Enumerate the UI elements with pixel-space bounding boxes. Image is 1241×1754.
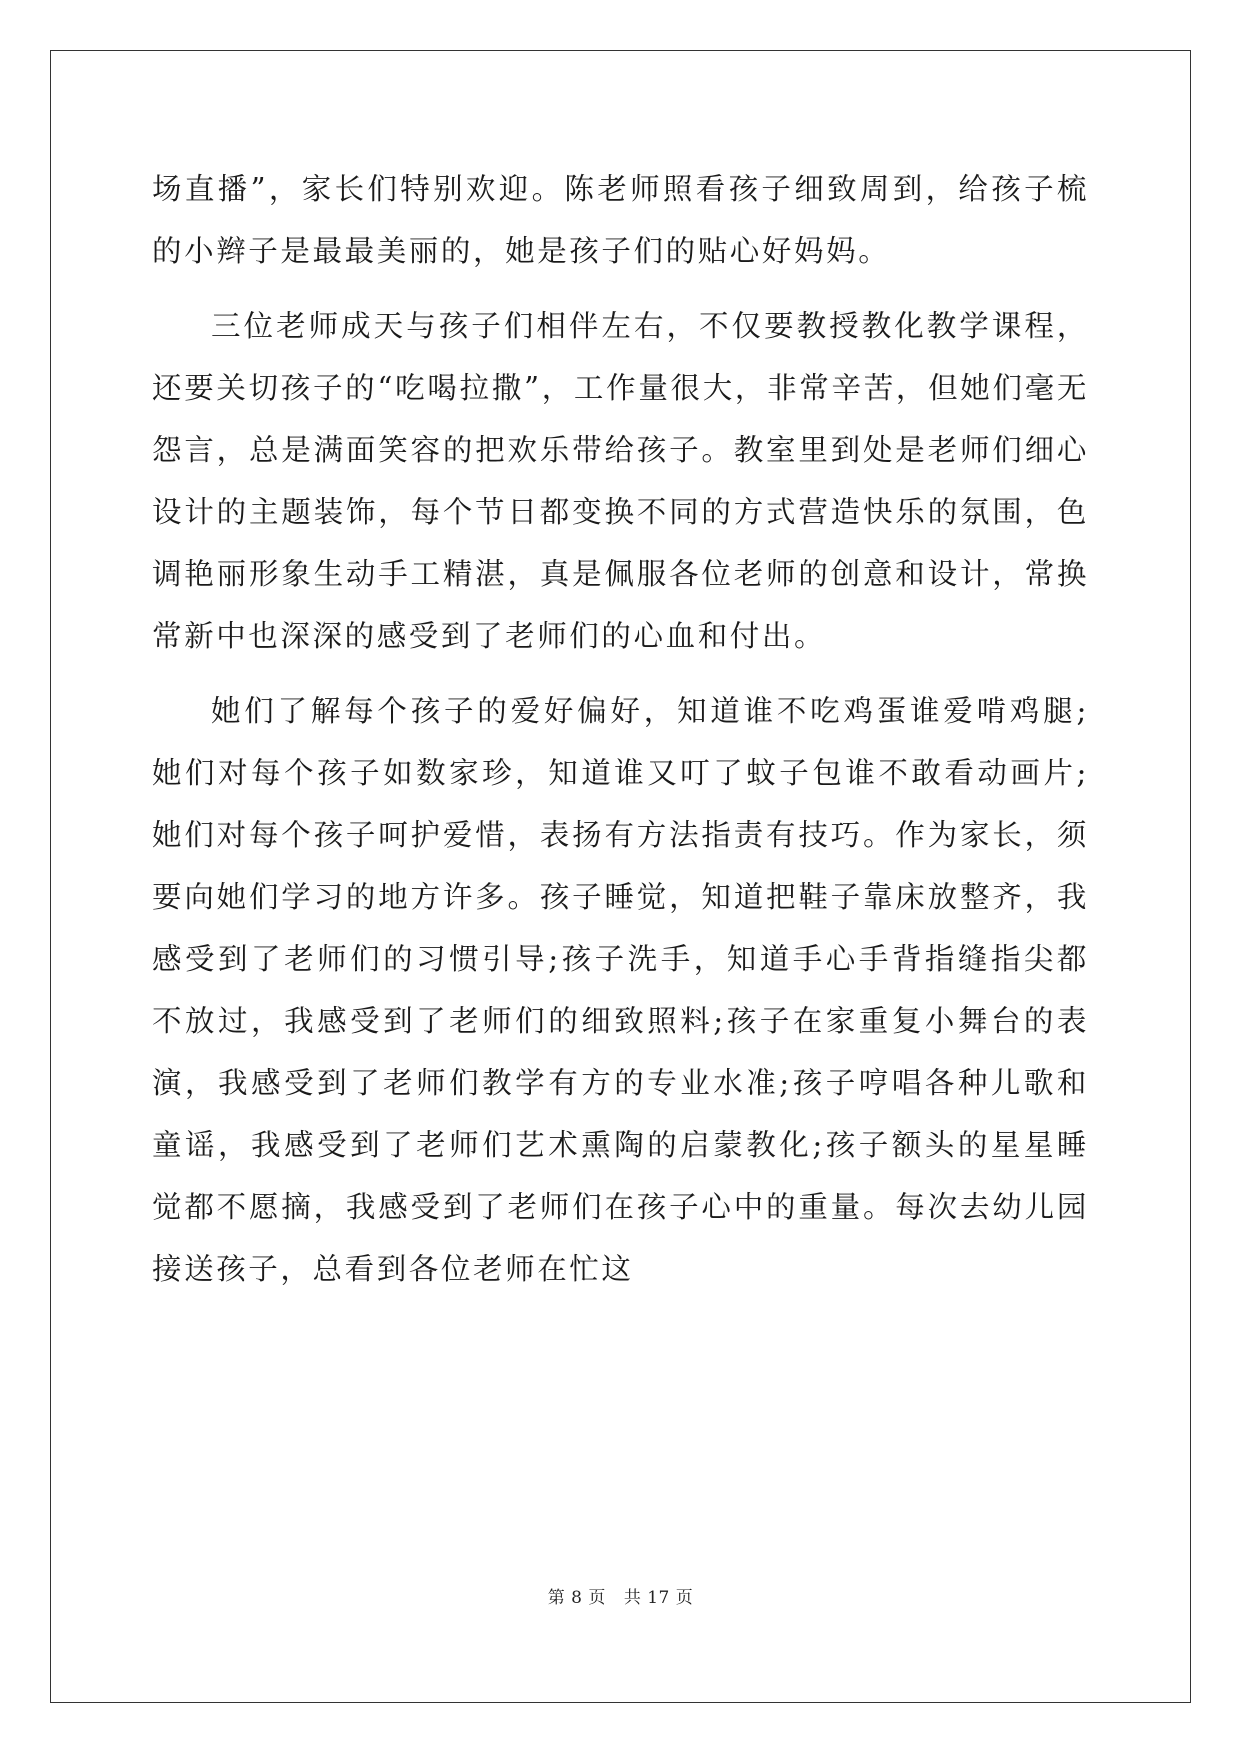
paragraph-2: 三位老师成天与孩子们相伴左右，不仅要教授教化教学课程，还要关切孩子的“吃喝拉撒”，工作量很大，非常辛苦，但她们毫无怨言，总是满面笑容的把欢乐带给孩子。教室里到处是老师们细心设计的主题装饰，每个节日都变换不同的方式营造快乐的氛围，色调艳丽形象生动手工精湛，真是佩服各位老师的创意和设计，常换常新中也深深的感受到了老师们的心血和付出。 <box>152 309 1089 653</box>
page-total: 共 17 页 <box>623 1588 694 1608</box>
paragraph-3: 她们了解每个孩子的爱好偏好，知道谁不吃鸡蛋谁爱啃鸡腿;她们对每个孩子如数家珍，知道谁又叮了蚊子包谁不敢看动画片;她们对每个孩子呵护爱惜，表扬有方法指责有技巧。作为家长，须要向她们学习的地方许多。孩子睡觉，知道把鞋子靠床放整齐，我感受到了老师们的习惯引导;孩子洗手，知道手心手背指缝指尖都不放过，我感受到了老师们的细致照料;孩子在家重复小舞台的表演，我感受到了老师们教学有方的专业水准;孩子哼唱各种儿歌和童谣，我感受到了老师们艺术熏陶的启蒙教化;孩子额头的星星睡觉都不愿摘，我感受到了老师们在孩子心中的重量。每次去幼儿园接送孩子，总看到各位老师在忙这 <box>152 694 1089 1286</box>
page-footer <box>0 1583 1241 1608</box>
document-body <box>152 158 1089 1300</box>
paragraph-1: 场直播”，家长们特别欢迎。陈老师照看孩子细致周到，给孩子梳的小辫子是最最美丽的，她是孩子们的贴心好妈妈。 <box>152 172 1089 268</box>
page-number: 第 8 页 <box>547 1588 606 1608</box>
